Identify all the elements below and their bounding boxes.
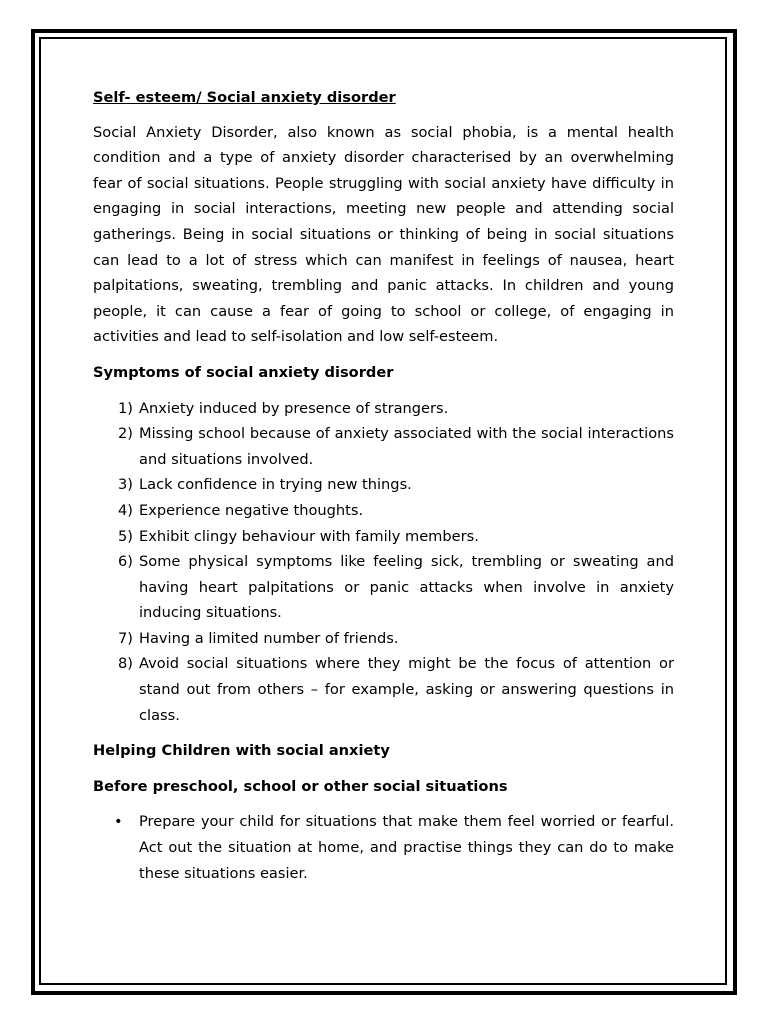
- list-item-text: Exhibit clingy behaviour with family members.: [139, 527, 479, 545]
- document-title: Self- esteem/ Social anxiety disorder: [93, 89, 396, 106]
- list-number: 6): [118, 553, 133, 571]
- list-item-text: Missing school because of anxiety associated with the social interactions and situations involved.: [139, 425, 674, 468]
- helping-heading: Helping Children with social anxiety: [93, 742, 390, 760]
- list-item-text: Experience negative thoughts.: [139, 501, 364, 519]
- list-item: [93, 421, 674, 472]
- bullet-icon: •: [114, 813, 123, 831]
- list-item: [93, 809, 674, 886]
- before-heading: Before preschool, school or other social situations: [93, 777, 508, 795]
- list-number: 7): [118, 629, 133, 647]
- list-number: 8): [118, 655, 133, 673]
- list-item: [93, 524, 674, 550]
- list-item: [93, 549, 674, 626]
- intro-paragraph: Social Anxiety Disorder, also known as social phobia, is a mental health condition and a type of anxiety disorder characterised by an overwhelming fear of social situations. People struggling with social anxiety have difficulty in engaging in social interactions, meeting new people and attending social gatherings. Being in social situations or thinking of being in social situations can lead to a lot of stress which can manifest in feelings of nausea, heart palpitations, sweating, trembling and panic attacks. In children and young people, it can cause a fear of going to school or college, of engaging in activities and lead to self-isolation and low self-esteem.: [93, 123, 674, 346]
- tips-list: [93, 809, 674, 886]
- list-number: 4): [118, 501, 133, 519]
- symptoms-list: [93, 396, 674, 729]
- list-number: 3): [118, 476, 133, 494]
- list-item: [93, 396, 674, 422]
- list-item-text: Having a limited number of friends.: [139, 629, 399, 647]
- list-item: [93, 498, 674, 524]
- document-body: [93, 85, 674, 886]
- list-number: 1): [118, 399, 133, 417]
- list-number: 2): [118, 425, 133, 443]
- list-item-text: Some physical symptoms like feeling sick, trembling or sweating and having heart palpitations or panic attacks when involve in anxiety inducing situations.: [139, 553, 674, 622]
- list-item-text: Prepare your child for situations that make them feel worried or fearful. Act out the situation at home, and practise things they can do to make these situations easier.: [139, 813, 674, 882]
- list-item: [93, 626, 674, 652]
- list-item: [93, 472, 674, 498]
- list-item-text: Lack confidence in trying new things.: [139, 476, 412, 494]
- symptoms-heading: Symptoms of social anxiety disorder: [93, 363, 394, 381]
- list-item-text: Anxiety induced by presence of strangers.: [139, 399, 449, 417]
- list-item: [93, 651, 674, 728]
- list-item-text: Avoid social situations where they might be the focus of attention or stand out from others – for example, asking or answering questions in class.: [139, 655, 674, 724]
- list-number: 5): [118, 527, 133, 545]
